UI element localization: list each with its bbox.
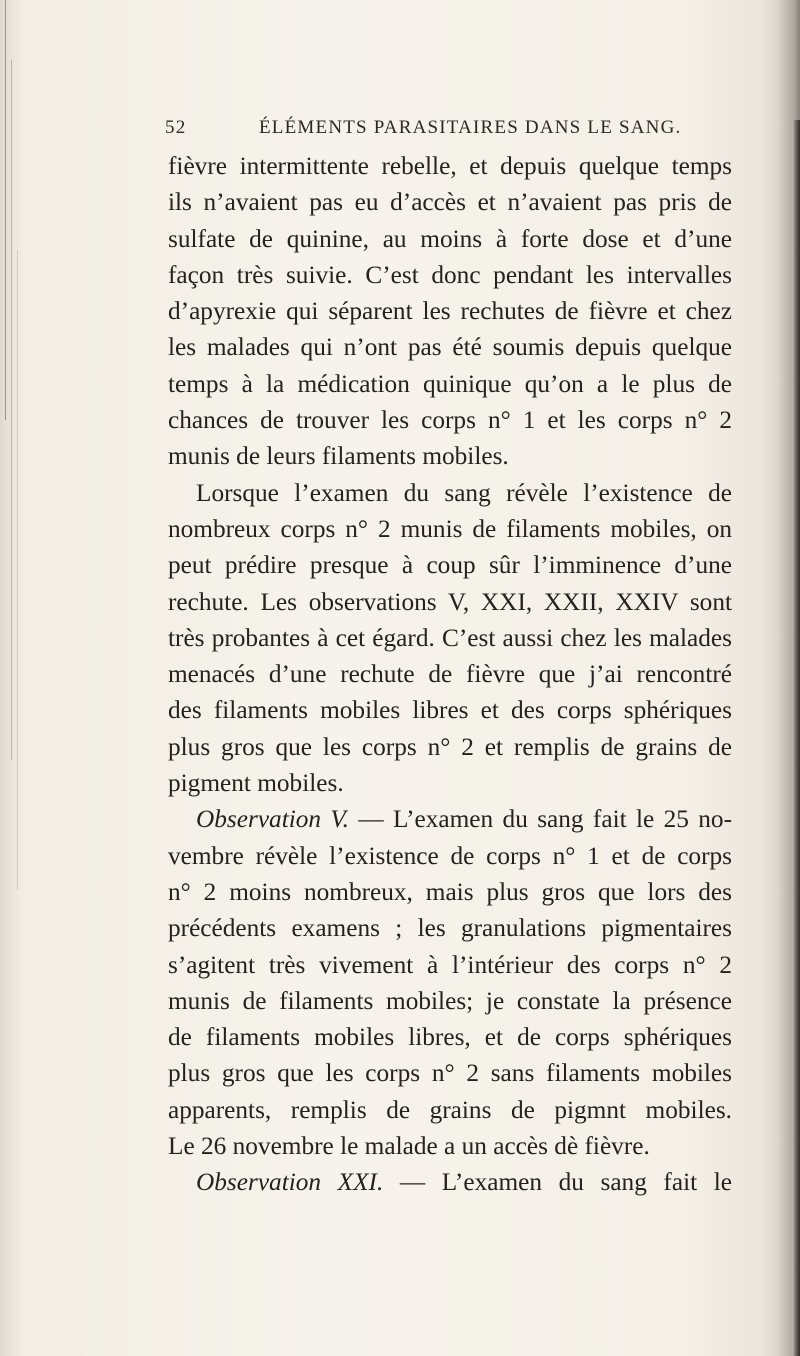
text-line: ils n’avaient pas eu d’accès et n’avaient pas pris de [168, 188, 732, 217]
running-header [165, 114, 745, 142]
text-line: sulfate de quinine, au moins à forte dose et d’une [168, 224, 732, 253]
text-line: les malades qui n’ont pas été soumis depuis quelque [168, 333, 732, 362]
text-line: temps à la médication quinique qu’on a le plus de [168, 369, 732, 398]
body-text [168, 148, 732, 1201]
observation-v-heading-line [168, 801, 732, 837]
text-line: rechute. Les observations V, XXI, XXII, XXIV sont [168, 587, 732, 616]
paragraph-end-line: Le 26 novembre le malade a un accès dè fièvre. [168, 1132, 650, 1161]
text-line: précédents examens ; les granulations pigmentaires [168, 914, 732, 943]
text-line: n° 2 moins nombreux, mais plus gros que lors des [168, 877, 732, 906]
paragraph-end-line: pigment mobiles. [168, 769, 344, 798]
text-line: plus gros que les corps n° 2 sans filaments mobiles [168, 1059, 732, 1088]
binding-line [5, 0, 6, 420]
text-line: très probantes à cet égard. C’est aussi chez les malades [168, 623, 732, 652]
binding-line [17, 250, 18, 890]
text-line: menacés d’une rechute de fièvre que j’ai rencontré [168, 660, 732, 689]
text-line: d’apyrexie qui séparent les rechutes de fièvre et chez [168, 297, 732, 326]
observation-xxi-heading-line [168, 1164, 732, 1200]
text-line: de filaments mobiles libres, et de corps sphériques [168, 1023, 732, 1052]
page-edge [794, 120, 800, 1356]
text-line: munis de filaments mobiles; je constate la présence [168, 986, 732, 1015]
paragraph-end-line: munis de leurs filaments mobiles. [168, 442, 509, 471]
text-line: façon très suivie. C’est donc pendant les intervalles [168, 260, 732, 289]
binding-line [11, 60, 12, 760]
text-line: fièvre intermittente rebelle, et depuis quelque temps [168, 152, 732, 180]
text-line: s’agitent très vivement à l’intérieur des corps n° 2 [168, 950, 732, 979]
text-line: vembre révèle l’existence de corps n° 1 et de corps [168, 841, 732, 870]
observation-label: Observation XXI. [196, 1168, 384, 1197]
running-title: ÉLÉMENTS PARASITAIRES DANS LE SANG. [259, 117, 682, 138]
text-line: nombreux corps n° 2 munis de filaments mobiles, on [168, 514, 732, 543]
text-line: plus gros que les corps n° 2 et remplis de grains de [168, 732, 732, 761]
page-number: 52 [165, 117, 187, 138]
paragraph-start-line: Lorsque l’examen du sang révèle l’existence de [196, 478, 732, 507]
text-line: des filaments mobiles libres et des corps sphériques [168, 696, 732, 725]
text-line: apparents, remplis de grains de pigmnt mobiles. [168, 1095, 732, 1124]
observation-text: — L’examen du sang fait le 25 no- [348, 805, 732, 834]
text-line: chances de trouver les corps n° 1 et les corps n° 2 [168, 406, 732, 435]
observation-text: — L’examen du sang fait le [383, 1168, 732, 1197]
text-line: peut prédire presque à coup sûr l’imminence d’une [168, 551, 732, 580]
observation-label: Observation V. [196, 805, 349, 834]
